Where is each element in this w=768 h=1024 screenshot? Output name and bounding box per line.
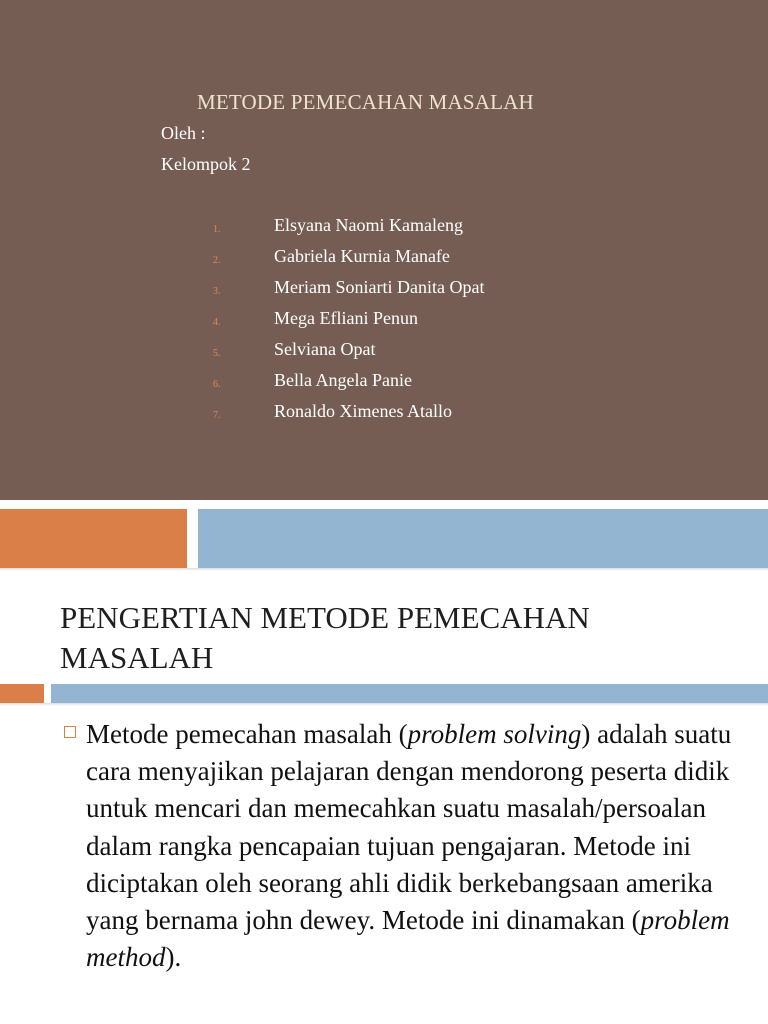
divider xyxy=(0,568,768,571)
divider xyxy=(0,703,768,706)
title-slide xyxy=(0,0,768,500)
body-paragraph xyxy=(86,716,756,976)
body-italic-term: problem solving xyxy=(407,719,582,749)
list-item xyxy=(0,275,768,306)
list-item xyxy=(0,213,768,244)
square-bullet-icon xyxy=(64,726,76,738)
decorative-bar-blue-small xyxy=(51,684,768,703)
body-italic-term: problem method xyxy=(86,905,730,973)
list-item xyxy=(0,399,768,430)
list-item xyxy=(0,337,768,368)
member-name: Gabriela Kurnia Manafe xyxy=(274,246,450,266)
decorative-bar-blue xyxy=(198,509,768,568)
body-text: ) adalah suatu cara menyajikan pelajaran dengan mendorong peserta didik untuk mencari dan memecahkan suatu masalah/persoalan dalam rangka pencapaian tujuan pengajaran. Metode ini diciptakan oleh seorang ahli didik berkebangsaan amerika yang bernama john dewey. Metode ini dinamakan ( xyxy=(86,719,732,936)
member-name: Meriam Soniarti Danita Opat xyxy=(274,277,485,297)
list-number: 7. xyxy=(213,410,221,421)
author-label: Oleh : xyxy=(161,123,206,143)
list-number: 5. xyxy=(213,348,221,359)
member-name: Bella Angela Panie xyxy=(274,370,412,390)
list-number: 6. xyxy=(213,379,221,390)
member-name: Ronaldo Ximenes Atallo xyxy=(274,401,452,421)
body-text: Metode pemecahan masalah ( xyxy=(86,719,408,749)
group-name: Kelompok 2 xyxy=(161,154,251,174)
list-number: 2. xyxy=(213,255,221,266)
list-number: 3. xyxy=(213,286,221,297)
list-item xyxy=(0,368,768,399)
member-name: Elsyana Naomi Kamaleng xyxy=(274,215,463,235)
member-name: Mega Efliani Penun xyxy=(274,308,418,328)
decorative-bar-orange xyxy=(0,509,187,568)
member-name: Selviana Opat xyxy=(274,339,376,359)
list-number: 1. xyxy=(213,224,221,235)
slide-title: PENGERTIAN METODE PEMECAHAN MASALAH xyxy=(60,600,590,675)
list-item xyxy=(0,306,768,337)
list-item xyxy=(0,244,768,275)
list-number: 4. xyxy=(213,317,221,328)
decorative-bar-orange-small xyxy=(0,684,44,703)
body-text: ). xyxy=(165,942,182,973)
presentation-title: METODE PEMECAHAN MASALAH xyxy=(197,90,534,114)
